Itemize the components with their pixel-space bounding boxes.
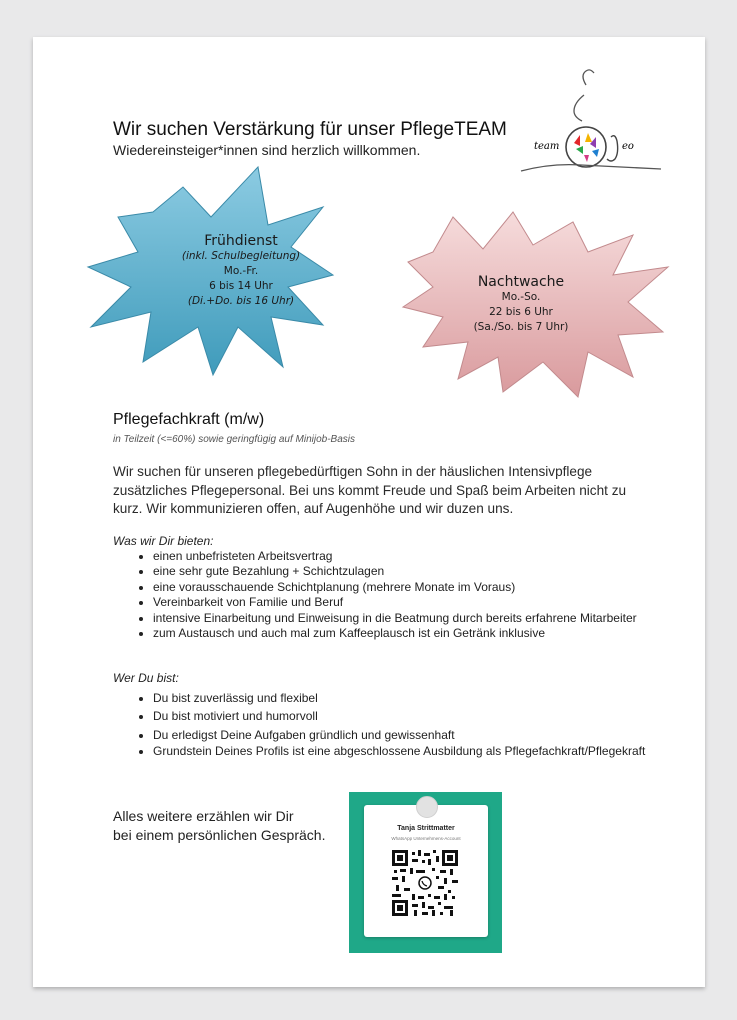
logo-text-team: team: [534, 141, 560, 152]
night-watch-info: [431, 274, 611, 335]
qr-account-type: WhatsApp Unternehmens-Account: [391, 836, 461, 841]
offer-item: • intensive Einarbeitung und Einweisung in die Beatmung durch bereits erfahrene Mitarbeiter: [153, 611, 653, 626]
profile-item: • Du bist motiviert und humorvoll: [153, 707, 653, 725]
profile-list: [113, 689, 653, 759]
closing-line-2: bei einem persönlichen Gespräch.: [113, 826, 326, 843]
job-title: Pflegefachkraft (m/w): [113, 411, 265, 428]
offer-item: • Vereinbarkeit von Familie und Beruf: [153, 595, 653, 610]
closing-line-1: Alles weitere erzählen wir Dir: [113, 808, 294, 824]
night-watch-days: Mo.-So.: [501, 291, 541, 303]
page-title: Wir suchen Verstärkung für unser PflegeTEAM: [113, 119, 507, 140]
profile-item: • Du erledigst Deine Aufgaben gründlich und gewissenhaft: [153, 726, 653, 744]
early-shift-info: [161, 233, 321, 309]
profile-item: • Du bist zuverlässig und flexibel: [153, 689, 653, 707]
closing-text: [113, 807, 325, 844]
intro-paragraph: Wir suchen für unseren pflegebedürftigen Sohn in der häuslichen Intensivpflege zusätzliches Pflegepersonal. Bei uns kommt Freude und Spaß beim Arbeiten nicht zu kurz. Wir kommunizieren offen, auf Augenhöhe und wir duzen uns.: [113, 464, 627, 516]
profile-item: • Grundstein Deines Profils ist eine abgeschlossene Ausbildung als Pflegefachkraft/Pflegekraft: [153, 744, 653, 759]
qr-contact-name: Tanja Strittmatter: [397, 825, 455, 832]
offer-list: [113, 549, 653, 641]
offer-heading: Was wir Dir bieten:: [113, 534, 214, 548]
avatar: [416, 796, 438, 818]
whatsapp-qr-code[interactable]: [392, 850, 458, 916]
early-shift-note: (inkl. Schulbegleitung): [181, 250, 301, 262]
offer-item: • eine vorausschauende Schichtplanung (mehrere Monate im Voraus): [153, 580, 653, 595]
night-watch-exception: (Sa./So. bis 7 Uhr): [473, 321, 569, 333]
flyer-page: [33, 37, 705, 987]
offer-item: • einen unbefristeten Arbeitsvertrag: [153, 549, 653, 564]
night-watch-title: Nachtwache: [477, 274, 565, 290]
logo-text-eo: eo: [622, 141, 634, 152]
early-shift-exception: (Di.+Do. bis 16 Uhr): [187, 295, 295, 307]
early-shift-hours: 6 bis 14 Uhr: [209, 280, 273, 292]
early-shift-days: Mo.-Fr.: [223, 265, 259, 277]
job-subtitle: in Teilzeit (<=60%) sowie geringfügig auf Minijob-Basis: [113, 434, 355, 445]
profile-heading: Wer Du bist:: [113, 671, 179, 685]
offer-item: • zum Austausch und auch mal zum Kaffeeplausch ist ein Getränk inklusive: [153, 626, 653, 641]
offer-item: • eine sehr gute Bezahlung + Schichtzulagen: [153, 564, 653, 579]
early-shift-title: Frühdienst: [204, 233, 278, 249]
night-watch-hours: 22 bis 6 Uhr: [489, 306, 553, 318]
page-subtitle: Wiedereinsteiger*innen sind herzlich willkommen.: [113, 142, 421, 158]
